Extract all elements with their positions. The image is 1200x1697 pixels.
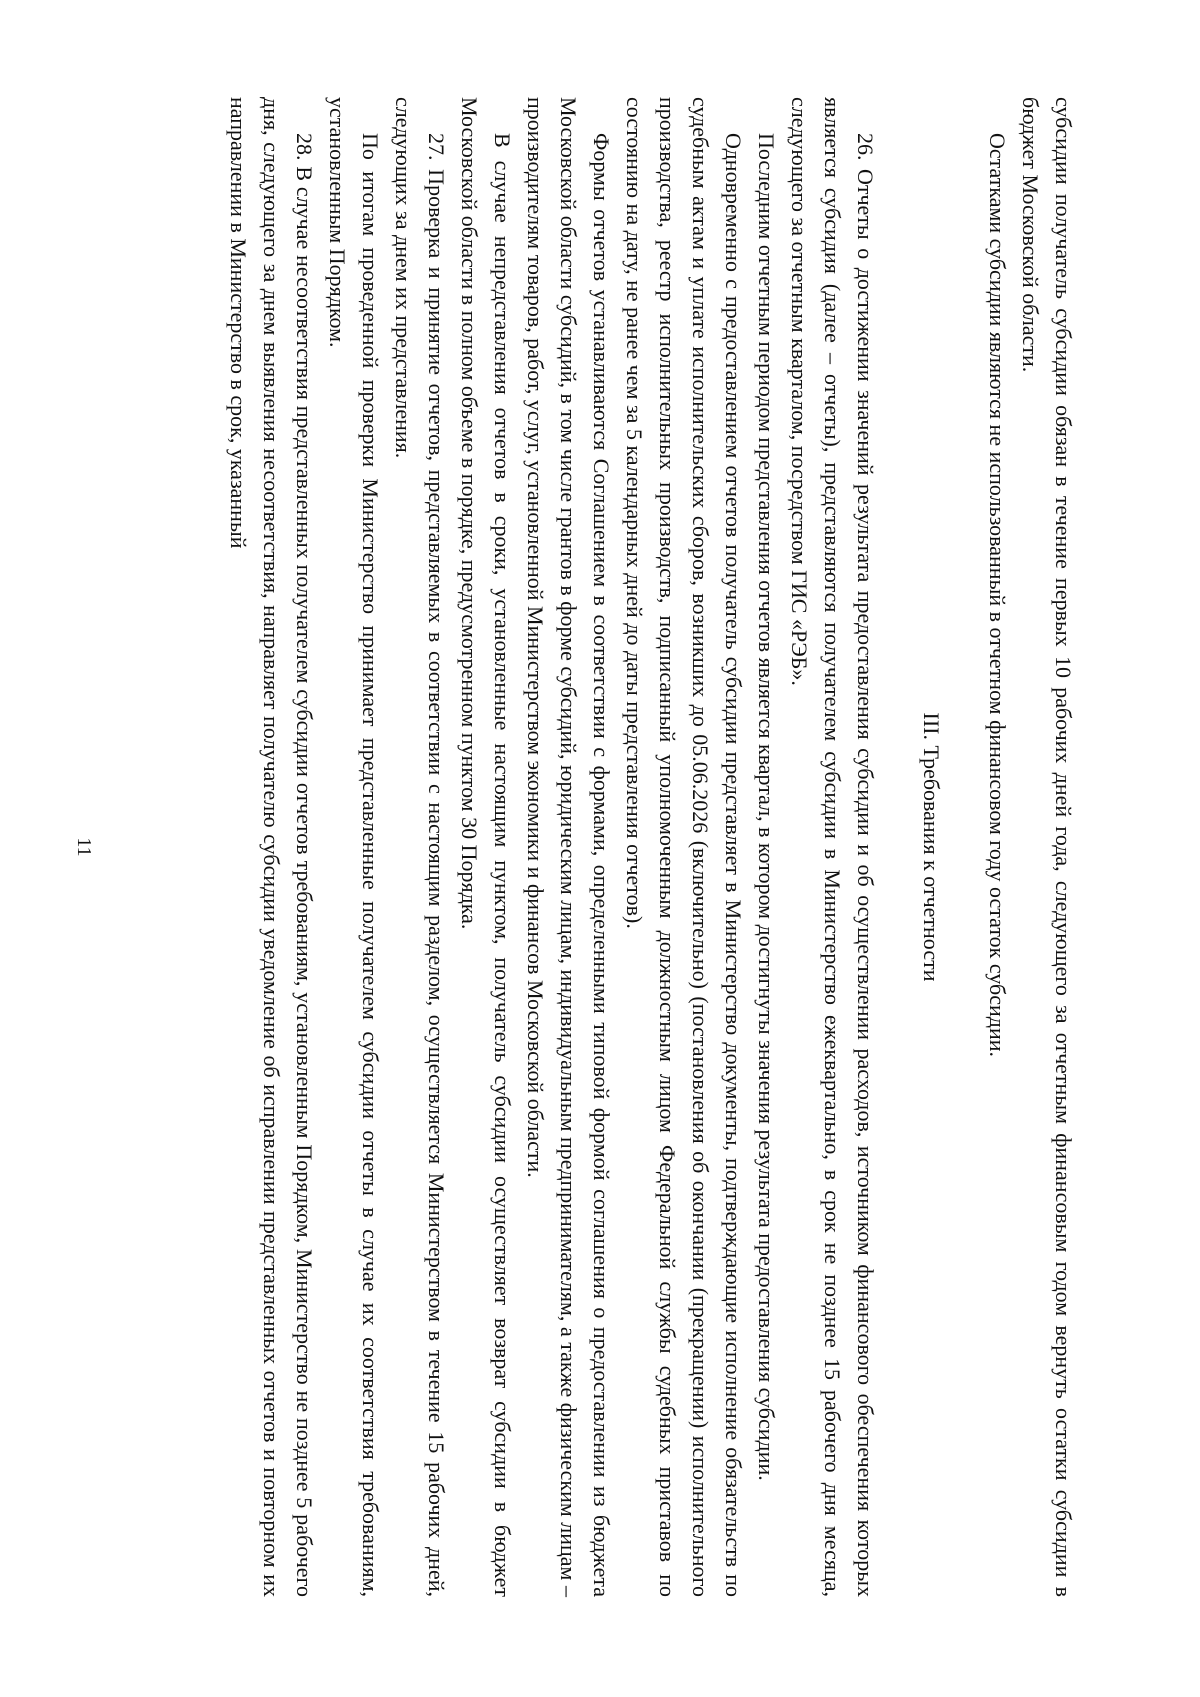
paragraph-28-1: 28. В случае несоответствия представленных получателем субсидии отчетов требованиям, установленным Порядком, Министерство не позднее 5 рабочего дня, следующего за днем выявления несоответствия, направляет получателю субсидии уведомление об исправлении представленных отчетов и повторном их направлении в Министерство в срок, указанный	[226, 97, 317, 1597]
paragraph-intro-2: Остатками субсидии являются не использованный в отчетном финансовом году остаток субсидии.	[985, 133, 1010, 1058]
section-heading: III. Требования к отчетности	[919, 712, 944, 982]
paragraph-intro-1: субсидии получатель субсидии обязан в течение первых 10 рабочих дней года, следующего за отчетным финансовым годом вернуть остатки субсидии в бюджет Московской области.	[1018, 97, 1076, 1597]
paragraph-27-1: 27. Проверка и принятие отчетов, представляемых в соответствии с настоящим разделом, осуществляется Министерством в течение 15 рабочих дней, следующих за днем их представления.	[391, 97, 449, 1597]
paragraph-27-2: По итогам проведенной проверки Министерство принимает представленные получателем субсидии отчеты в случае их соответствия требованиям, установленным Порядком.	[325, 97, 383, 1597]
rotated-text-block	[120, 97, 1080, 1597]
paragraph-26-3: Одновременно с предоставлением отчетов получатель субсидии представляет в Министерство документы, подтверждающие исполнение обязательств по судебным актам и уплате исполнительских сборов, возникших до 05.06.2026 (включительно) (постановления об окончании (прекращении) исполнительного производства, реестр исполнительных производств, подписанный уполномоченным должностным лицом Федеральной службы судебных приставов по состоянию на дату, не ранее чем за 5 календарных дней до даты представления отчетов).	[622, 97, 746, 1597]
paragraph-26-2: Последним отчетным периодом представления отчетов является квартал, в котором достигнуты значения результата предоставления субсидии.	[754, 133, 779, 1481]
page-number: 11	[73, 837, 95, 857]
paragraph-26-1: 26. Отчеты о достижении значений результата предоставления субсидии и об осуществлении расходов, источником финансового обеспечения которых является субсидия (далее – отчеты), представляются получателем субсидии в Министерство ежеквартально, в срок не позднее 15 рабочего дня месяца, следующего за отчетным кварталом, посредством ГИС «РЭБ».	[787, 97, 878, 1597]
paragraph-26-4: Формы отчетов устанавливаются Соглашением в соответствии с формами, определенными типовой формой соглашения о предоставлении из бюджета Московской области субсидий, в том числе грантов в форме субсидий, юридическим лицам, индивидуальным предпринимателям, а также физическим лицам – производителям товаров, работ, услуг, установленной Министерством экономики и финансов Московской области.	[523, 97, 614, 1597]
paragraph-26-5: В случае непредставления отчетов в сроки, установленные настоящим пунктом, получатель субсидии осуществляет возврат субсидии в бюджет Московской области в полном объеме в порядке, предусмотренном пунктом 30 Порядка.	[457, 97, 515, 1597]
